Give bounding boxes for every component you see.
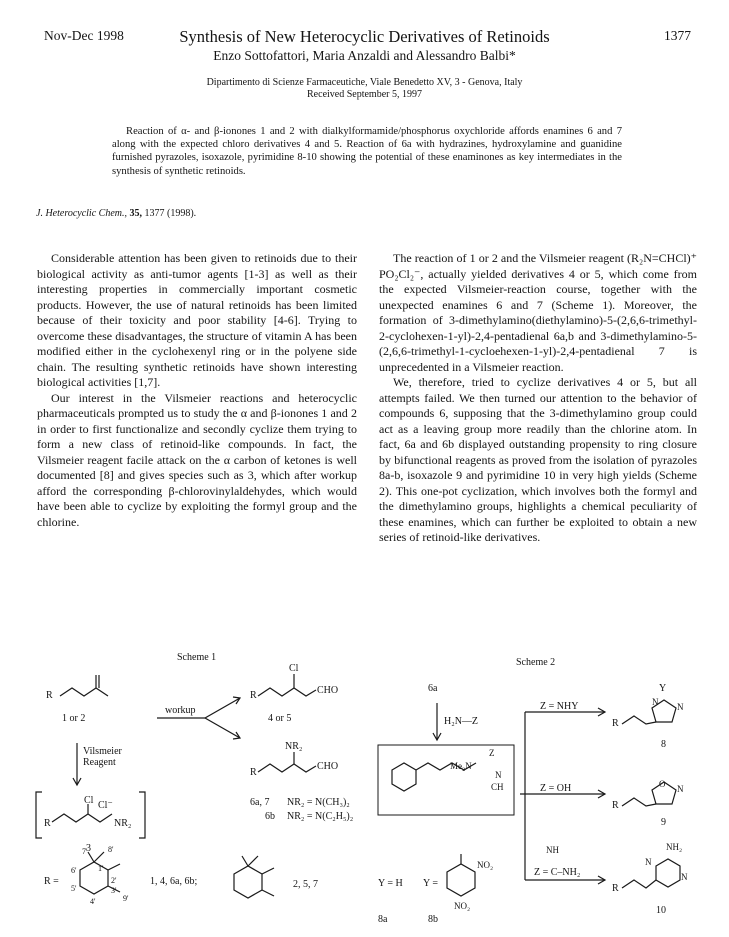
scheme2-title: Scheme 2: [516, 657, 556, 668]
body-paragraph: Our interest in the Vilsmeier reactions and heterocyclic pharmaceuticals prompted us to study the α and β-ionones 1 and 2 in order to first functionalize and secondly cyclize them trying to form a new class of retinoid-like compounds. In fact, the Vilsmeier reagent facile attack on the α carbon of ketones is well documented [8] and gives species such as 3, which after workup afford the corresponding β-chlorovinylaldehydes, which would have been able to cyclize by exploiting the formyl group and the chlorine.: [37, 390, 357, 529]
vilsmeier-reagent-label: Reagent: [83, 757, 116, 768]
scheme1-r-start: R: [46, 690, 53, 701]
pyrimidine-ring: [656, 859, 680, 887]
cho-label-67: CHO: [317, 761, 339, 772]
ring-label-1: 1': [98, 864, 104, 873]
label-4-or-5: 4 or 5: [268, 713, 292, 724]
product-10-chain: [622, 880, 656, 888]
scheme2-r-9: R: [612, 800, 619, 811]
arrow-label-nh: NH: [546, 845, 559, 855]
pyrazole-y: Y: [659, 683, 667, 694]
label-10: 10: [656, 905, 666, 916]
ring-beta-side: [262, 868, 274, 874]
label-6a-7: 6a, 7: [250, 797, 270, 808]
label-6b: 6b: [265, 811, 275, 822]
scheme2-down-arrow-head: [433, 733, 441, 740]
label-8b: 8b: [428, 914, 438, 925]
cl-label-3: Cl: [84, 795, 94, 806]
scheme1-r-3: R: [44, 818, 51, 829]
arrow-label-nhy: Z = NHY: [540, 701, 579, 712]
page-number: 1377: [664, 28, 691, 43]
body-paragraph: Considerable attention has been given to retinoids due to their biological activity as anti-tumor agents [1-3] as well as their interesting properties in commercially important cosmetic products. However, the use of natural retinoids has been limited because of their toxicity and poor stability [4-6]. Trying to overcome these disadvantages, the structure of vitamin A has been modified either in the cyclohexenyl ring or in the polyene side chain. The resulting synthetic retinoids have shown interesting biological activities [1,7].: [37, 251, 357, 389]
y-equals-h: Y = H: [378, 878, 403, 889]
pyrazole-n2: N: [677, 702, 684, 712]
cl-minus-label-3: Cl⁻: [98, 800, 113, 811]
scheme1-title: Scheme 1: [177, 652, 217, 663]
ring-alpha: [80, 862, 108, 894]
ring-beta: [234, 866, 262, 898]
ring-label-2: 2': [111, 876, 117, 885]
arrow-to-9-head: [598, 790, 605, 798]
pyrimidine-nh2: NH₂: [666, 842, 683, 852]
arrow-to-10-head: [598, 876, 605, 884]
product-67-chain: [258, 764, 316, 772]
workup-label: workup: [165, 705, 196, 716]
arrow-label-guanidine: Z = C–NH₂: [534, 867, 581, 878]
citation-pages: 1377 (1998).: [144, 208, 197, 219]
label-8: 8: [661, 739, 666, 750]
split-arrow-up-head: [233, 697, 240, 704]
ring-alpha-methyl2: [94, 852, 104, 862]
isoxazole-n: N: [677, 784, 684, 794]
vilsmeier-arrow-head: [73, 778, 81, 785]
z-label: Z: [489, 748, 495, 758]
y-equals-aryl: Y =: [423, 878, 438, 889]
me2n-label: Me₂N: [450, 761, 472, 771]
vilsmeier-label: Vilsmeier: [83, 746, 122, 757]
received-date: Received September 5, 1997: [307, 89, 422, 100]
cl-label-45: Cl: [289, 663, 299, 674]
split-arrow-down-head: [233, 732, 240, 739]
body-paragraph: We, therefore, tried to cyclize derivatives 4 or 5, but all attempts failed. We then turned our attention to the behavior of compounds 6, supposing that the 3-dimethylamino group could act as a leaving group more readily than the chlorine atom. In fact, 6a and 6b displayed outstanding propensity to ring closure by bifunctional reagents as proved from the isolation of pyrazoles 8a-b, isoxazole 9 and pyrimidine 10 in very high yields (Scheme 2). This one-pot cyclization, which involves both the formyl and the dimethylamino groups, highlights a chemical peculiarity of these enamines, which can further be exploited to obtain a new series of retinoid-like derivatives.: [379, 375, 697, 544]
journal-issue: Nov-Dec 1998: [44, 28, 124, 43]
label-8a: 8a: [378, 914, 388, 925]
arrow-to-8-head: [598, 708, 605, 716]
nr2-label-67: NR₂: [285, 741, 303, 752]
abstract-text: Reaction of α- and β-ionones 1 and 2 with dialkylformamide/phosphorus oxychloride affords enamines 6 and 7 along with the expected chloro derivatives 4 and 5. Reaction of 6a with hydrazines, hydroxylamine and guanidine furnished pyrazoles, isoxazole, pyrimidine 8-10 showing the potential of these enaminones as key intermediates in the synthesis of synthetic retinoids.: [112, 126, 622, 177]
affiliation: Dipartimento di Scienze Farmaceutiche, Viale Benedetto XV, 3 - Genova, Italy: [206, 77, 523, 88]
label-3: 3: [86, 843, 91, 854]
scheme2-r-10: R: [612, 883, 619, 894]
ring-alpha-compounds: 1, 4, 6a, 6b;: [150, 876, 198, 887]
body-column-right: [379, 251, 697, 546]
ring-beta-compounds: 2, 5, 7: [293, 879, 318, 890]
body-paragraph: The reaction of 1 or 2 and the Vilsmeier reagent (R₂N=CHCl)⁺ PO₂Cl₂⁻, actually yielded derivatives 4 or 5, which come from the expected Vilsmeier-reaction course, together with the unexpected enamines 6 and 7 (Scheme 1). Moreover, the formation of 3-dimethylamino(diethylamino)-5-(2,6,6-trimethyl-2-cyclohexen-1-yl)-2,4-pentadienal 6a,b and 3-dimethylamino-5-(2,6,6-trimethyl-1-cycloehexen-1-yl)-2,4-pentadienal 7 is unprecedented in a Vilsmeier reaction.: [379, 251, 697, 374]
article-title: Synthesis of New Heterocyclic Derivatives of Retinoids: [179, 27, 550, 46]
scheme2-ring: [392, 763, 416, 791]
isoxazole-o: O: [659, 779, 666, 789]
pyrimidine-n1: N: [645, 857, 652, 867]
intermediate-3-chain: [52, 814, 112, 822]
bracket-right: [139, 792, 145, 838]
ring-label-3: 3': [111, 886, 117, 895]
dinitrophenyl-ring: [447, 864, 475, 896]
ring-label-7: 7': [82, 847, 88, 856]
r-equals-label: R =: [44, 876, 59, 887]
label-6a-7-def: NR₂ = N(CH₃)₂: [287, 797, 350, 808]
ring-label-4: 4': [90, 897, 96, 906]
citation-volume: 35,: [129, 208, 142, 219]
scheme1-r-45: R: [250, 690, 257, 701]
nr2-plus-label-3: NR₂: [114, 818, 132, 829]
ring-beta-methyl2: [248, 856, 258, 866]
ring-beta-methyl3: [262, 890, 274, 896]
ring-label-5: 5': [71, 884, 77, 893]
ch-label: CH: [491, 782, 504, 792]
abstract: [112, 125, 622, 178]
body-column-left: [37, 251, 357, 530]
arrow-label-oh: Z = OH: [540, 783, 572, 794]
cho-label-45: CHO: [317, 685, 339, 696]
affiliation-block: [0, 77, 729, 101]
start-chain: [60, 688, 108, 696]
scheme2-r-8: R: [612, 718, 619, 729]
ring-label-6: 6': [71, 866, 77, 875]
split-arrow-down: [205, 718, 240, 738]
pyrimidine-n2: N: [681, 872, 688, 882]
nitro-label-top: NO₂: [477, 860, 494, 870]
ring-label-8: 8': [108, 845, 114, 854]
n-label: N: [495, 770, 502, 780]
ring-label-9: 9': [123, 894, 129, 903]
nitro-label-bottom: NO₂: [454, 901, 471, 911]
scheme2-structures: [378, 700, 683, 896]
product-9-chain: [622, 798, 656, 806]
ring-beta-methyl: [242, 856, 248, 866]
article-authors: Enzo Sottofattori, Maria Anzaldi and Alessandro Balbi*: [213, 48, 516, 63]
label-6b-def: NR₂ = N(C₂H₅)₂: [287, 811, 354, 822]
pyrazole-n1: N: [652, 697, 659, 707]
scheme1-start-label: 1 or 2: [62, 713, 86, 724]
product-8-chain: [622, 716, 656, 724]
citation-journal: J. Heterocyclic Chem.,: [36, 208, 127, 219]
label-9: 9: [661, 817, 666, 828]
scheme2-start-label: 6a: [428, 683, 438, 694]
split-arrow-up: [205, 698, 240, 718]
scheme1-r-67: R: [250, 767, 257, 778]
ring-alpha-side: [108, 864, 120, 870]
bracket-left: [36, 792, 42, 838]
product-45-chain: [258, 688, 316, 696]
citation: [36, 208, 196, 219]
scheme2-reagent: H₂N—Z: [444, 716, 479, 727]
